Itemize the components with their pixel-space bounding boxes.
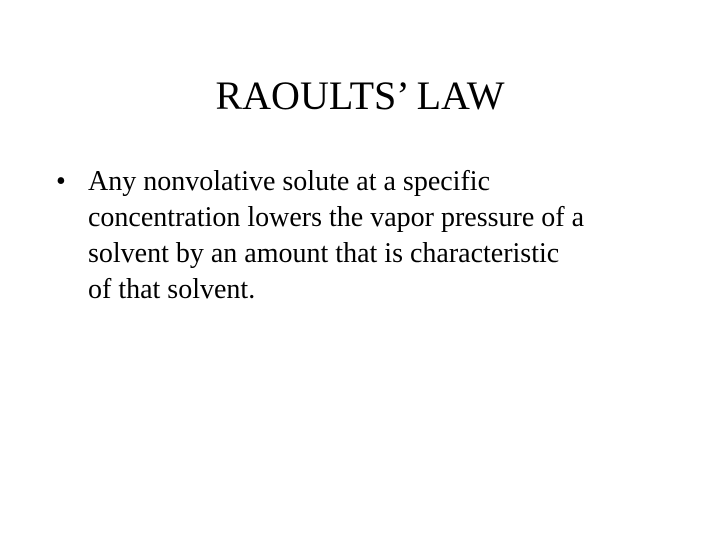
bullet-text-line: solvent by an amount that is characteristic [88,238,560,269]
bullet-item [56,164,676,308]
bullet-list [56,164,676,308]
bullet-text-line: of that solvent. [88,274,256,305]
bullet-text-line: concentration lowers the vapor pressure of a [88,202,585,233]
bullet-text-line: Any nonvolative solute at a specific [88,166,490,197]
bullet-marker: • [56,166,66,197]
slide-title: RAOULTS’ LAW [215,73,505,118]
